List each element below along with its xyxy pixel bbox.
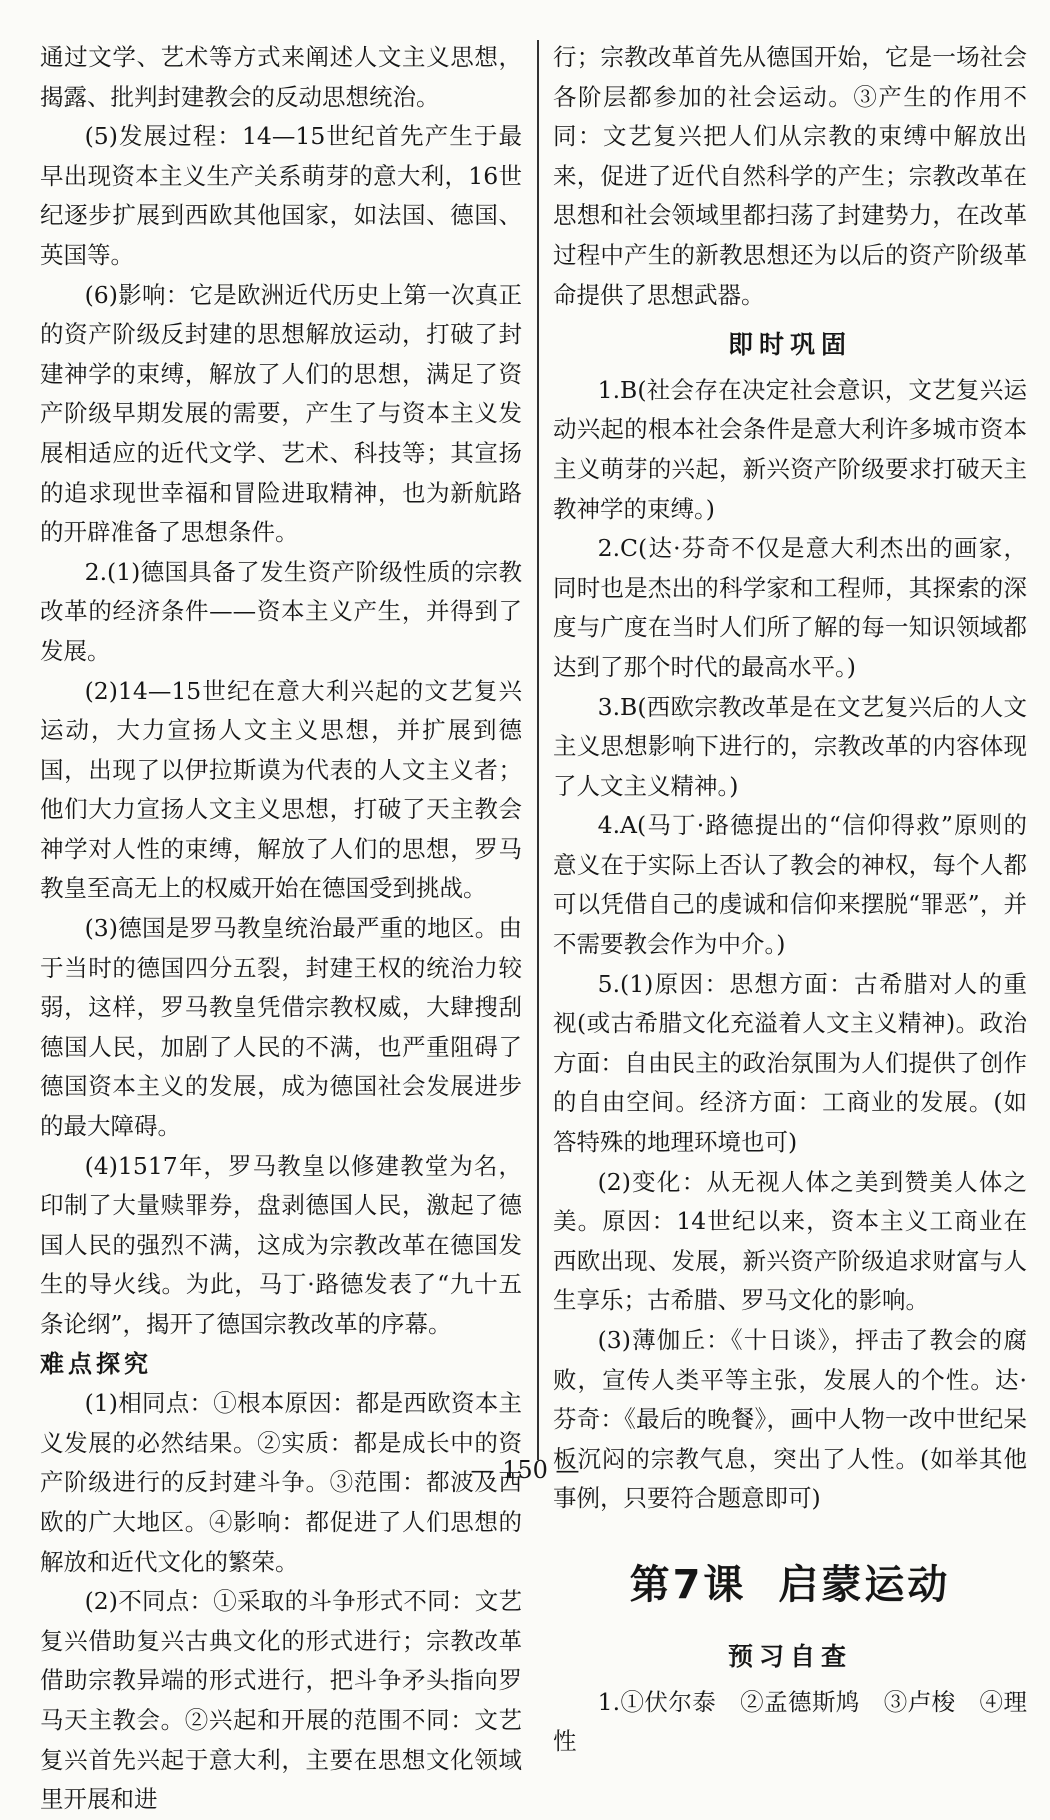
answer-item: 2.C(达·芬奇不仅是意大利杰出的画家，同时也是杰出的科学家和工程师，其探索的深度与广度在当时人们所了解的每一知识领域都达到了那个时代的最高水平。) xyxy=(553,534,1027,681)
lesson-title xyxy=(553,1559,1027,1611)
paragraph: (5)发展过程：14—15世纪首先产生于最早出现资本主义生产关系萌芽的意大利，16世纪逐步扩展到西欧其他国家，如法国、德国、英国等。 xyxy=(40,122,522,269)
paragraph: (6)影响：它是欧洲近代历史上第一次真正的资产阶级反封建的思想解放运动，打破了封建神学的束缚，解放了人们的思想，满足了资产阶级早期发展的需要，产生了与资本主义发展相适应的近代文学、艺术、科技等；其宣扬的追求现世幸福和冒险进取精神，也为新航路的开辟准备了思想条件。 xyxy=(40,280,522,547)
section-heading-difficulties: 难点探究 xyxy=(40,1349,152,1378)
left-column xyxy=(40,38,522,1820)
page-number: — 150 — xyxy=(470,1456,580,1484)
paragraph: (1)相同点：①根本原因：都是西欧资本主义发展的必然结果。②实质：都是成长中的资产阶级进行的反封建斗争。③范围：都波及西欧的广大地区。④影响：都促进了人们思想的解放和近代文化的繁荣。 xyxy=(40,1389,522,1576)
paragraph: (3)德国是罗马教皇统治最严重的地区。由于当时的德国四分五裂，封建王权的统治力较弱，这样，罗马教皇凭借宗教权威，大肆搜刮德国人民，加剧了人民的不满，也严重阻碍了德国资本主义的发展，成为德国社会发展进步的最大障碍。 xyxy=(40,914,522,1141)
answer-item: 3.B(西欧宗教改革是在文艺复兴后的人文主义思想影响下进行的，宗教改革的内容体现了人文主义精神。) xyxy=(553,692,1027,800)
paragraph: (2)不同点：①采取的斗争形式不同：文艺复兴借助复兴古典文化的形式进行；宗教改革借助宗教异端的形式进行，把斗争矛头指向罗马天主教会。②兴起和开展的范围不同：文艺复兴首先兴起于意大利，主要在思想文化领域里开展和进 xyxy=(40,1587,522,1814)
paragraph: (4)1517年，罗马教皇以修建教堂为名，印制了大量赎罪券，盘剥德国人民，激起了德国人民的强烈不满，这成为宗教改革在德国发生的导火线。为此，马丁·路德发表了“九十五条论纲”，揭开了德国宗教改革的序幕。 xyxy=(40,1151,522,1338)
paragraph: 通过文学、艺术等方式来阐述人文主义思想，揭露、批判封建教会的反动思想统治。 xyxy=(40,43,522,111)
section-heading-consolidation: 即时巩固 xyxy=(727,330,852,360)
lesson-name: 启蒙运动 xyxy=(778,1561,951,1608)
answer-item: (2)变化：从无视人体之美到赞美人体之美。原因：14世纪以来，资本主义工商业在西欧出现、发展，新兴资产阶级追求财富与人生享乐；古希腊、罗马文化的影响。 xyxy=(553,1167,1027,1315)
right-column xyxy=(553,38,1027,1762)
section-heading-preview: 预习自查 xyxy=(727,1641,852,1671)
answer-item: 5.(1)原因：思想方面：古希腊对人的重视(或古希腊文化充溢着人文主义精神)。政治方面：自由民主的政治氛围为人们提供了创作的自由空间。经济方面：工商业的发展。(如答特殊的地理环境也可) xyxy=(553,969,1027,1157)
answer-item: (3)薄伽丘：《十日谈》，抨击了教会的腐败，宣传人类平等主张，发展人的个性。达·芬奇：《最后的晚餐》，画中人物一改中世纪呆板沉闷的宗教气息，突出了人性。(如举其他事例，只要符合题意即可) xyxy=(553,1326,1027,1513)
paragraph: (2)14—15世纪在意大利兴起的文艺复兴运动，大力宣扬人文主义思想，并扩展到德国，出现了以伊拉斯谟为代表的人文主义者；他们大力宣扬人文主义思想，打破了天主教会神学对人性的束缚，解放了人们的思想，罗马教皇至高无上的权威开始在德国受到挑战。 xyxy=(40,676,522,903)
answer-item: 1.①伏尔泰 ②孟德斯鸠 ③卢梭 ④理性 xyxy=(553,1687,1027,1756)
column-divider xyxy=(537,40,539,1460)
lesson-number: 第7课 xyxy=(629,1561,747,1608)
answer-item: 4.A(马丁·路德提出的“信仰得救”原则的意义在于实际上否认了教会的神权，每个人都可以凭借自己的虔诚和信仰来摆脱“罪恶”，并不需要教会作为中介。) xyxy=(553,811,1027,959)
paragraph: 行；宗教改革首先从德国开始，它是一场社会各阶层都参加的社会运动。③产生的作用不同：文艺复兴把人们从宗教的束缚中解放出来，促进了近代自然科学的产生；宗教改革在思想和社会领域里都扫荡了封建势力，在改革过程中产生的新教思想还为以后的资产阶级革命提供了思想武器。 xyxy=(553,43,1027,309)
paragraph: 2.(1)德国具备了发生资产阶级性质的宗教改革的经济条件——资本主义产生，并得到了发展。 xyxy=(40,557,522,665)
answer-item: 1.B(社会存在决定社会意识，文艺复兴运动兴起的根本社会条件是意大利许多城市资本主义萌芽的兴起，新兴资产阶级要求打破天主教神学的束缚。) xyxy=(553,375,1027,523)
